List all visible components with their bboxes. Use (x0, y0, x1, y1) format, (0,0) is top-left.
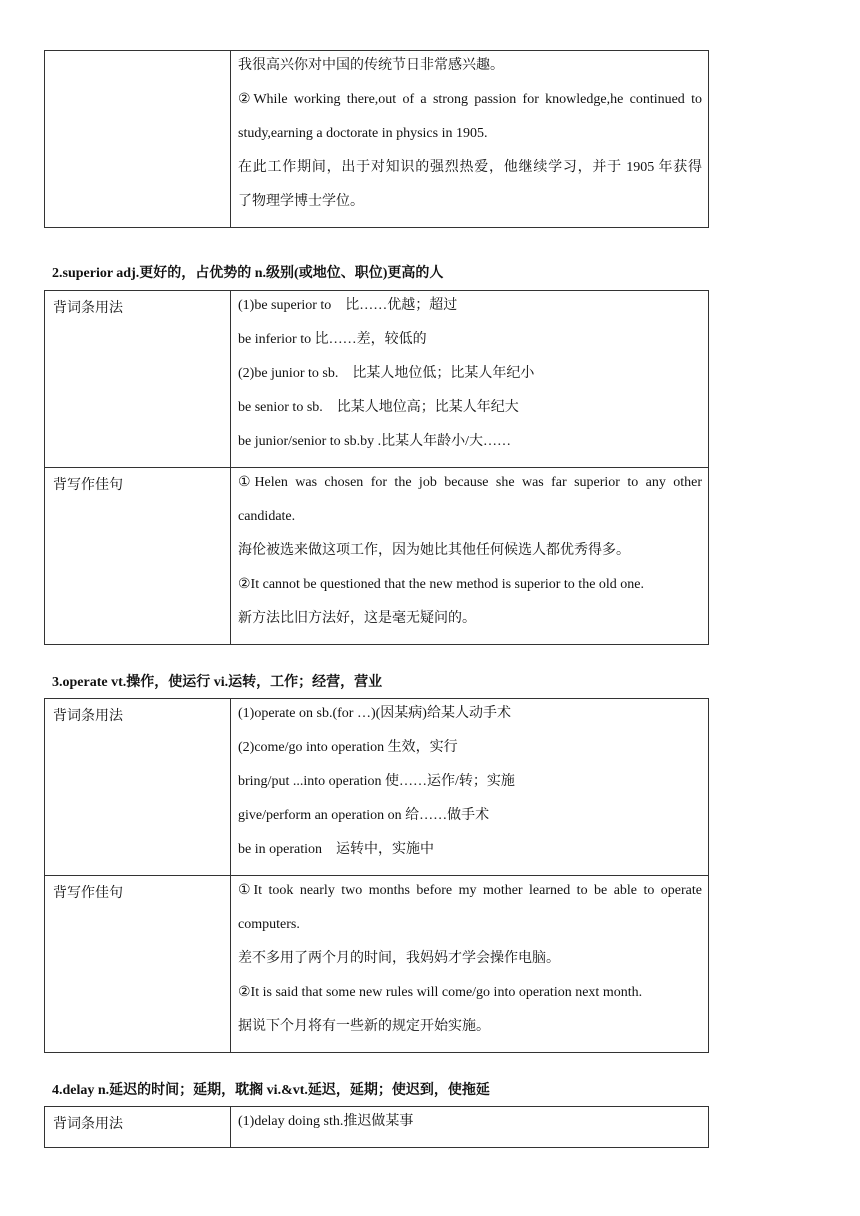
row-content (231, 876, 709, 1053)
row-content (231, 699, 709, 876)
text-line: ②It cannot be questioned that the new method is superior to the old one. (238, 577, 645, 592)
text-line: 新方法比旧方法好，这是毫无疑问的。 (238, 611, 476, 626)
text-line: 我很高兴你对中国的传统节日非常感兴趣。 (238, 58, 504, 73)
text-line: (1)delay doing sth.推迟做某事 (238, 1114, 414, 1129)
row-content (231, 51, 709, 228)
table-row (45, 1107, 709, 1148)
entry-heading-superior: 2.superior adj.更好的，占优势的 n.级别(或地位、职位)更高的人 (52, 266, 444, 281)
text-line: study,earning a doctorate in physics in 1905. (238, 126, 488, 141)
text-line: (2)come/go into operation 生效，实行 (238, 740, 458, 755)
row-label: 背写作佳句 (45, 468, 231, 645)
table-row (45, 51, 709, 228)
table-row (45, 291, 709, 468)
text-line: 在此工作期间，出于对知识的强烈热爱，他继续学习，并于 1905 年获得 (238, 160, 702, 175)
row-label: 背词条用法 (45, 291, 231, 468)
text-line: 据说下个月将有一些新的规定开始实施。 (238, 1019, 490, 1034)
row-label (45, 51, 231, 228)
table-row (45, 468, 709, 645)
entry-heading-operate: 3.operate vt.操作，使运行 vi.运转，工作；经营，营业 (52, 675, 383, 690)
entry-table-superior (44, 290, 709, 645)
text-line: computers. (238, 917, 300, 932)
text-line: ①It took nearly two months before my mother learned to be able to operate (238, 883, 702, 898)
text-line: (2)be junior to sb. 比某人地位低；比某人年纪小 (238, 366, 535, 381)
table-row (45, 699, 709, 876)
text-line: ①Helen was chosen for the job because she was far superior to any other (238, 475, 702, 490)
table-row (45, 876, 709, 1053)
text-line: be senior to sb. 比某人地位高；比某人年纪大 (238, 400, 519, 415)
entry-heading-delay: 4.delay n.延迟的时间；延期，耽搁 vi.&vt.延迟，延期；使迟到，使拖延 (52, 1083, 490, 1098)
text-line: 海伦被选来做这项工作，因为她比其他任何候选人都优秀得多。 (238, 543, 630, 558)
text-line: bring/put ...into operation 使……运作/转；实施 (238, 774, 515, 789)
continuation-table (44, 50, 709, 228)
entry-table-delay (44, 1106, 709, 1148)
text-line: 差不多用了两个月的时间，我妈妈才学会操作电脑。 (238, 951, 560, 966)
row-label: 背写作佳句 (45, 876, 231, 1053)
text-line: candidate. (238, 509, 296, 524)
row-label: 背词条用法 (45, 1107, 231, 1148)
text-line: ②While working there,out of a strong passion for knowledge,he continued to (238, 92, 702, 107)
row-content (231, 468, 709, 645)
text-line: be in operation 运转中，实施中 (238, 842, 434, 857)
text-line: be inferior to 比……差，较低的 (238, 332, 427, 347)
row-content (231, 1107, 709, 1148)
text-line: (1)operate on sb.(for …)(因某病)给某人动手术 (238, 706, 511, 721)
text-line: give/perform an operation on 给……做手术 (238, 808, 490, 823)
text-line: 了物理学博士学位。 (238, 194, 364, 209)
row-content (231, 291, 709, 468)
row-label: 背词条用法 (45, 699, 231, 876)
text-line: ②It is said that some new rules will come/go into operation next month. (238, 985, 643, 1000)
entry-table-operate (44, 698, 709, 1053)
text-line: be junior/senior to sb.by .比某人年龄小/大…… (238, 434, 511, 449)
text-line: (1)be superior to 比……优越；超过 (238, 298, 458, 313)
